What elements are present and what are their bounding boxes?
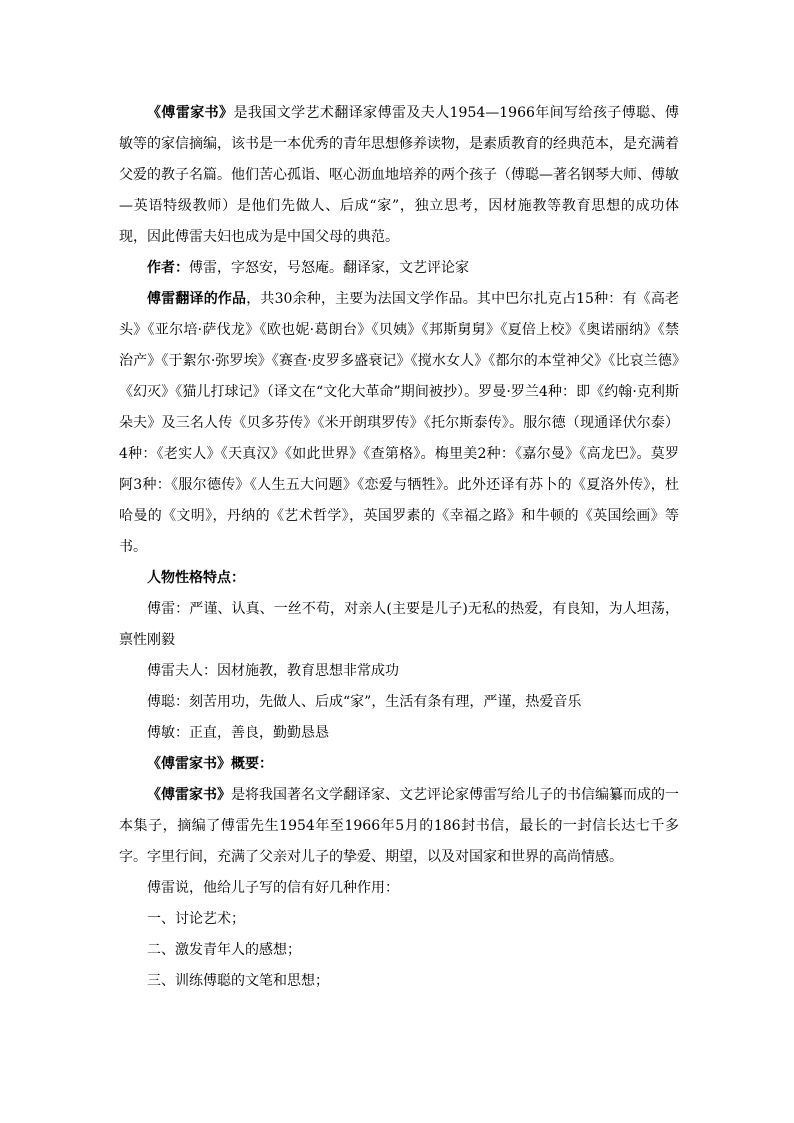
traits-heading: 人物性格特点：: [147, 570, 245, 586]
summary-text: 是将我国著名文学翻译家、文艺评论家傅雷写给儿子的书信编纂而成的一本集子，摘编了傅雷先生1954年至1966年5月的186封书信，最长的一封信长达七千多字。字里行间，充满了父亲对儿子的挚爱、期望，以及对国家和世界的高尚情感。: [119, 787, 679, 865]
trait-fu-lei-wife: 傅雷夫人：因材施教，教育思想非常成功: [147, 663, 399, 679]
author-text: 傅雷，字怒安，号怒庵。翻译家，文艺评论家: [189, 260, 469, 276]
intro-paragraph: [119, 98, 679, 253]
author-label: 作者：: [147, 260, 189, 276]
works-label: 傅雷翻译的作品: [147, 291, 247, 307]
summary-paragraph: [119, 780, 679, 873]
trait-fu-min: 傅敏：正直，善良，勤勤恳恳: [147, 725, 329, 741]
summary-heading: 《傅雷家书》概要：: [147, 756, 273, 772]
purpose-item-2: 二、激发青年人的感想；: [147, 942, 301, 958]
trait-fu-cong: 傅聪：刻苦用功，先做人、后成“家”，生活有条有理，严谨，热爱音乐: [147, 694, 582, 710]
summary-book-title: 《傅雷家书》: [147, 787, 231, 803]
works-text: ，共30余种，主要为法国文学作品。其中巴尔扎克占15种：有《高老头》《亚尔培·萨伐龙》《欧也妮·葛朗台》《贝姨》《邦斯舅舅》《夏倍上校》《奥诺丽纳》《禁治产》《于絮尔·弥罗埃》《赛查·皮罗多盛衰记》《搅水女人》《都尔的本堂神父》《比哀兰德》《幻灭》《猫儿打球记》（译文在“文化大革命”期间被抄）。罗曼·罗兰4种：即《约翰·克利斯朵夫》及三名人传《贝多芬传》《米开朗琪罗传》《托尔斯泰传》。服尔德（现通译伏尔泰）4种：《老实人》《天真汉》《如此世界》《查第格》。梅里美2种：《嘉尔曼》《高龙巴》。莫罗阿3种：《服尔德传》《人生五大问题》《恋爱与牺牲》。此外还译有苏卜的《夏洛外传》，杜哈曼的《文明》，丹纳的《艺术哲学》，英国罗素的《幸福之路》和牛顿的《英国绘画》等书。: [119, 291, 680, 555]
author-paragraph: [119, 253, 679, 284]
document-page: [119, 98, 679, 997]
purpose-item-3: 三、训练傅聪的文笔和思想；: [147, 973, 329, 989]
purpose-item-1: 一、讨论艺术；: [147, 911, 245, 927]
purpose-intro: 傅雷说，他给儿子写的信有好几种作用：: [147, 880, 399, 896]
trait-fu-lei: 傅雷：严谨、认真、一丝不苟，对亲人(主要是儿子)无私的热爱，有良知，为人坦荡，禀性刚毅: [119, 601, 679, 648]
works-paragraph: [119, 284, 679, 563]
intro-text: 是我国文学艺术翻译家傅雷及夫人1954—1966年间写给孩子傅聪、傅敏等的家信摘编，该书是一本优秀的青年思想修养读物，是素质教育的经典范本，是充满着父爱的教子名篇。他们苦心孤诣、呕心沥血地培养的两个孩子（傅聪—著名钢琴大师、傅敏—英语特级教师）是他们先做人、后成“家”，独立思考，因材施教等教育思想的成功体现，因此傅雷夫妇也成为是中国父母的典范。: [119, 105, 679, 245]
intro-book-title: 《傅雷家书》: [147, 105, 234, 121]
